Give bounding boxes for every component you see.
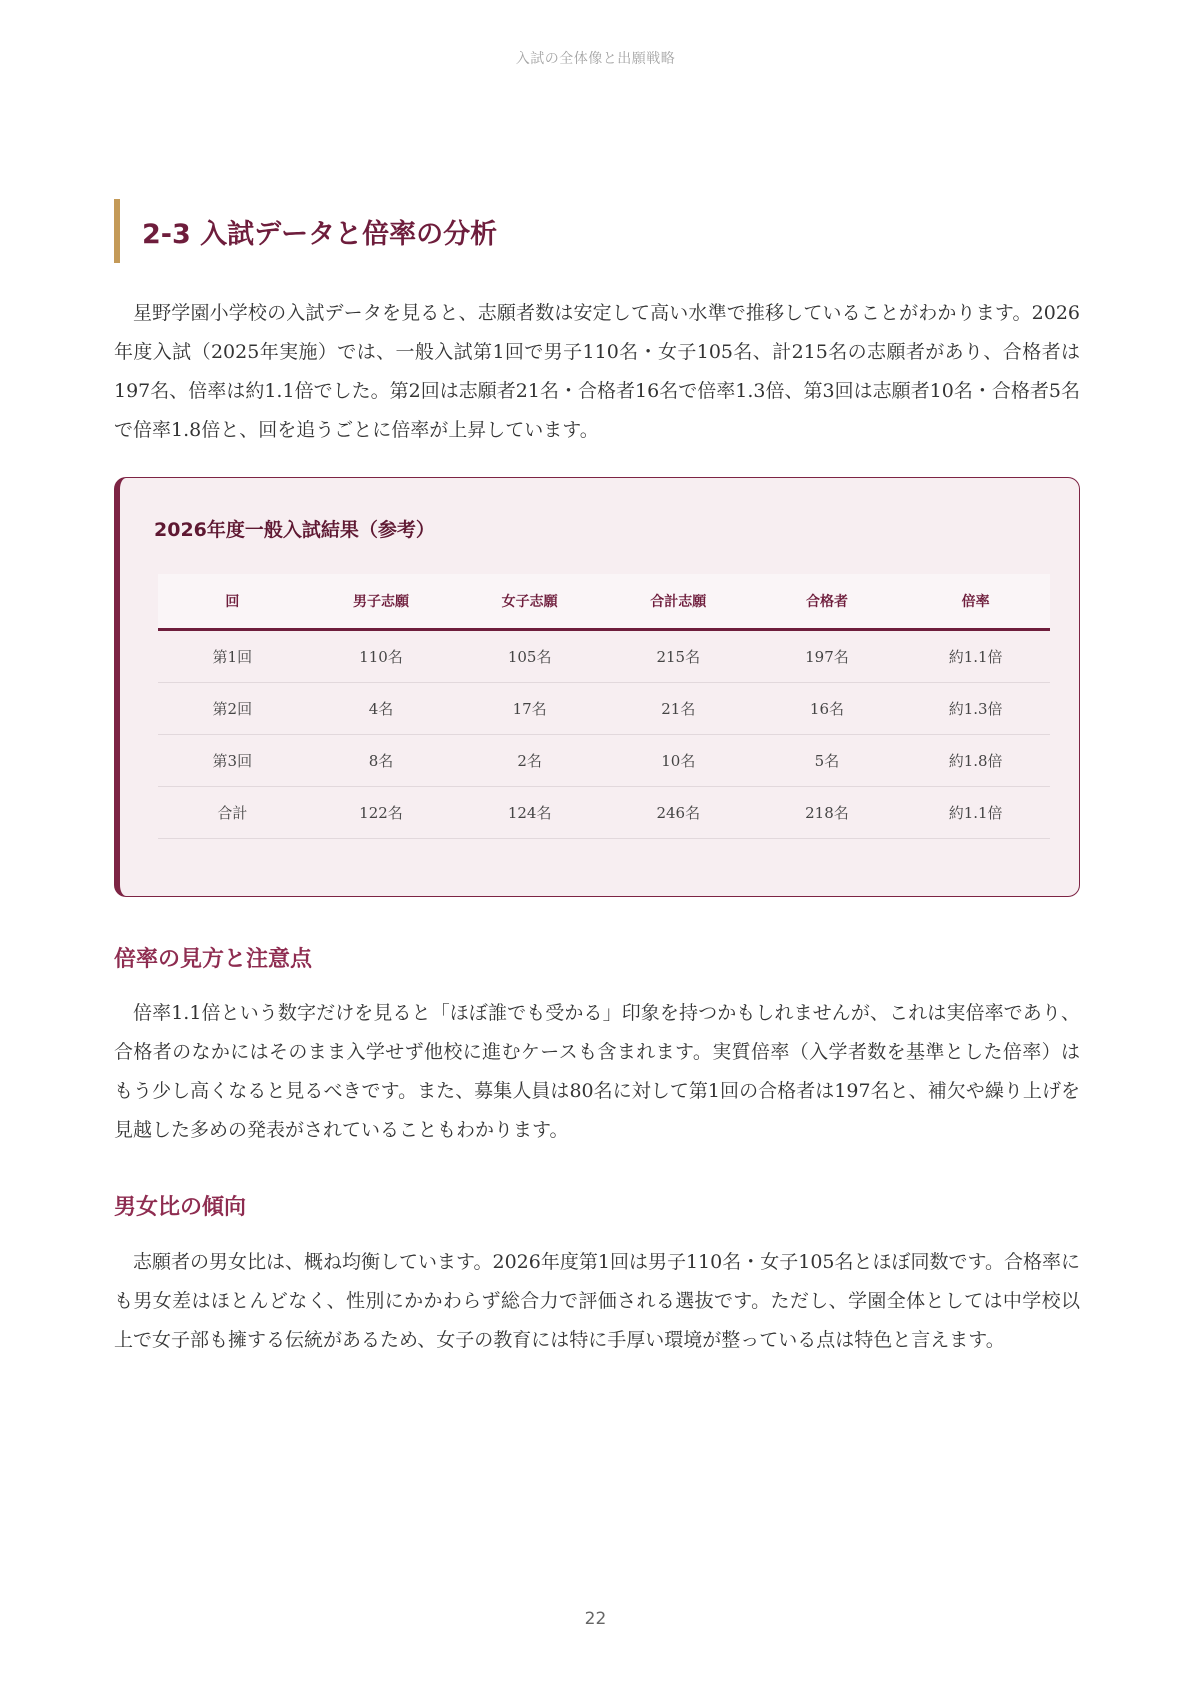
table-cell: 105名: [455, 630, 604, 683]
column-header: 合計志願: [604, 574, 753, 630]
table-cell: 約1.1倍: [901, 630, 1050, 683]
table-cell: 約1.1倍: [901, 787, 1050, 839]
table-row: [158, 787, 1050, 839]
table-cell: 122名: [307, 787, 456, 839]
results-box-title: 2026年度一般入試結果（参考）: [154, 519, 435, 541]
table-cell: 17名: [455, 683, 604, 735]
table-row: [158, 735, 1050, 787]
column-header: 倍率: [901, 574, 1050, 630]
table-cell: 約1.3倍: [901, 683, 1050, 735]
intro-paragraph: 星野学園小学校の入試データを見ると、志願者数は安定して高い水準で推移していることがわかります。2026年度入試（2025年実施）では、一般入試第1回で男子110名・女子105名、計215名の志願者があり、合格者は197名、倍率は約1.1倍でした。第2回は志願者21名・合格者16名で倍率1.3倍、第3回は志願者10名・合格者5名で倍率1.8倍と、回を追うごとに倍率が上昇しています。: [114, 302, 1080, 441]
table-cell: 第2回: [158, 683, 307, 735]
running-header: 入試の全体像と出願戦略: [515, 51, 676, 67]
results-table: [158, 574, 1050, 839]
table-cell: 約1.8倍: [901, 735, 1050, 787]
table-cell: 218名: [753, 787, 902, 839]
table-cell: 2名: [455, 735, 604, 787]
table-header-row: [158, 574, 1050, 630]
table-row: [158, 630, 1050, 683]
table-cell: 合計: [158, 787, 307, 839]
page-number: 22: [584, 1609, 607, 1629]
table-cell: 124名: [455, 787, 604, 839]
column-header: 男子志願: [307, 574, 456, 630]
table-cell: 第3回: [158, 735, 307, 787]
table-cell: 197名: [753, 630, 902, 683]
ratio-paragraph: 倍率1.1倍という数字だけを見ると「ほぼ誰でも受かる」印象を持つかもしれませんが、これは実倍率であり、合格者のなかにはそのまま入学せず他校に進むケースも含まれます。実質倍率（入学者数を基準とした倍率）はもう少し高くなると見るべきです。また、募集人員は80名に対して第1回の合格者は197名と、補欠や繰り上げを見越した多めの発表がされていることもわかります。: [114, 1002, 1080, 1141]
table-row: [158, 683, 1050, 735]
table-cell: 16名: [753, 683, 902, 735]
column-header: 合格者: [753, 574, 902, 630]
table-cell: 215名: [604, 630, 753, 683]
table-cell: 5名: [753, 735, 902, 787]
section-title: 2-3 入試データと倍率の分析: [142, 218, 498, 250]
table-cell: 246名: [604, 787, 753, 839]
gender-paragraph: 志願者の男女比は、概ね均衡しています。2026年度第1回は男子110名・女子105名とほぼ同数です。合格率にも男女差はほとんどなく、性別にかかわらず総合力で評価される選抜です。ただし、学園全体としては中学校以上で女子部も擁する伝統があるため、女子の教育には特に手厚い環境が整っている点は特色と言えます。: [114, 1251, 1080, 1351]
table-cell: 8名: [307, 735, 456, 787]
results-box: [114, 477, 1080, 897]
table-cell: 21名: [604, 683, 753, 735]
column-header: 女子志願: [455, 574, 604, 630]
table-cell: 10名: [604, 735, 753, 787]
gender-heading: 男女比の傾向: [114, 1195, 247, 1220]
table-cell: 4名: [307, 683, 456, 735]
table-cell: 110名: [307, 630, 456, 683]
section-heading: [114, 199, 1074, 263]
column-header: 回: [158, 574, 307, 630]
table-cell: 第1回: [158, 630, 307, 683]
ratio-heading: 倍率の見方と注意点: [114, 947, 313, 972]
